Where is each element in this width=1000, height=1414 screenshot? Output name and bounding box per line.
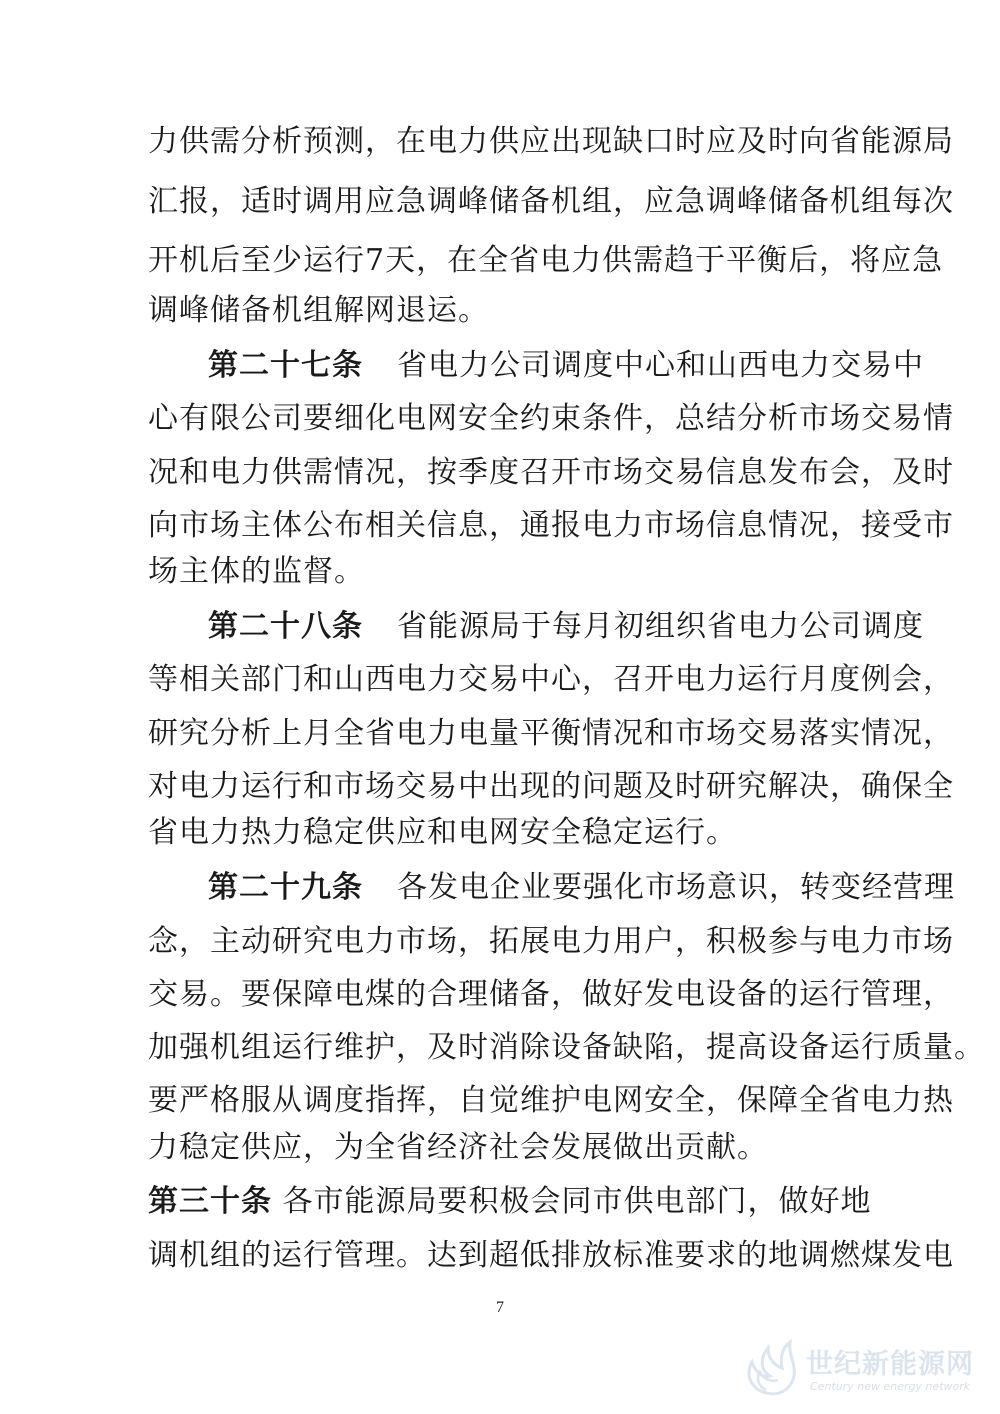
article-28-first-line xyxy=(208,607,924,647)
body-line: 省电力热力稳定供应和电网安全稳定运行。 xyxy=(148,815,737,850)
body-line: 场主体的监督。 xyxy=(148,554,365,589)
flame-swirl-logo-icon xyxy=(736,1336,802,1400)
article-29-label: 第二十九条 xyxy=(208,870,363,905)
article-27-first-line xyxy=(208,346,924,386)
article-30-label: 第三十条 xyxy=(148,1184,272,1219)
body-line: 力稳定供应，为全省经济社会发展做出贡献。 xyxy=(148,1130,768,1165)
body-line: 要严格服从调度指挥，自觉维护电网安全，保障全省电力热 xyxy=(148,1083,954,1118)
body-line: 调峰储备机组解网退运。 xyxy=(148,293,489,328)
article-28-label: 第二十八条 xyxy=(208,609,363,644)
article-27-label: 第二十七条 xyxy=(208,348,363,383)
article-29-text: 各发电企业要强化市场意识，转变经营理 xyxy=(397,870,955,905)
body-line: 念，主动研究电力市场，拓展电力用户，积极参与电力市场 xyxy=(148,924,954,959)
article-30-first-line xyxy=(148,1182,872,1222)
body-line: 加强机组运行维护，及时消除设备缺陷，提高设备运行质量。 xyxy=(148,1030,985,1065)
body-line: 开机后至少运行7天，在全省电力供需趋于平衡后，将应急 xyxy=(148,243,944,278)
body-line: 交易。要保障电煤的合理储备，做好发电设备的运行管理， xyxy=(148,977,954,1012)
article-29-first-line xyxy=(208,868,955,908)
article-30-text: 各市能源局要积极会同市供电部门，做好地 xyxy=(282,1184,872,1219)
site-watermark xyxy=(724,1332,986,1404)
watermark-name-en: Century new energy network xyxy=(810,1380,971,1393)
body-line: 等相关部门和山西电力交易中心，召开电力运行月度例会， xyxy=(148,662,954,697)
body-line: 心有限公司要细化电网安全约束条件，总结分析市场交易情 xyxy=(148,401,954,436)
body-line: 力供需分析预测，在电力供应出现缺口时应及时向省能源局 xyxy=(148,124,954,159)
body-line: 调机组的运行管理。达到超低排放标准要求的地调燃煤发电 xyxy=(148,1238,954,1273)
page-number: 7 xyxy=(496,1299,504,1316)
body-line: 向市场主体公布相关信息，通报电力市场信息情况，接受市 xyxy=(148,508,954,543)
article-28-text: 省能源局于每月初组织省电力公司调度 xyxy=(397,609,924,644)
watermark-name-cn: 世纪新能源网 xyxy=(806,1349,974,1380)
article-27-text: 省电力公司调度中心和山西电力交易中 xyxy=(397,348,924,383)
body-line: 汇报，适时调用应急调峰储备机组，应急调峰储备机组每次 xyxy=(148,184,954,219)
body-line: 研究分析上月全省电力电量平衡情况和市场交易落实情况， xyxy=(148,716,954,751)
body-line: 对电力运行和市场交易中出现的问题及时研究解决，确保全 xyxy=(148,769,954,804)
body-line: 况和电力供需情况，按季度召开市场交易信息发布会，及时 xyxy=(148,455,954,490)
